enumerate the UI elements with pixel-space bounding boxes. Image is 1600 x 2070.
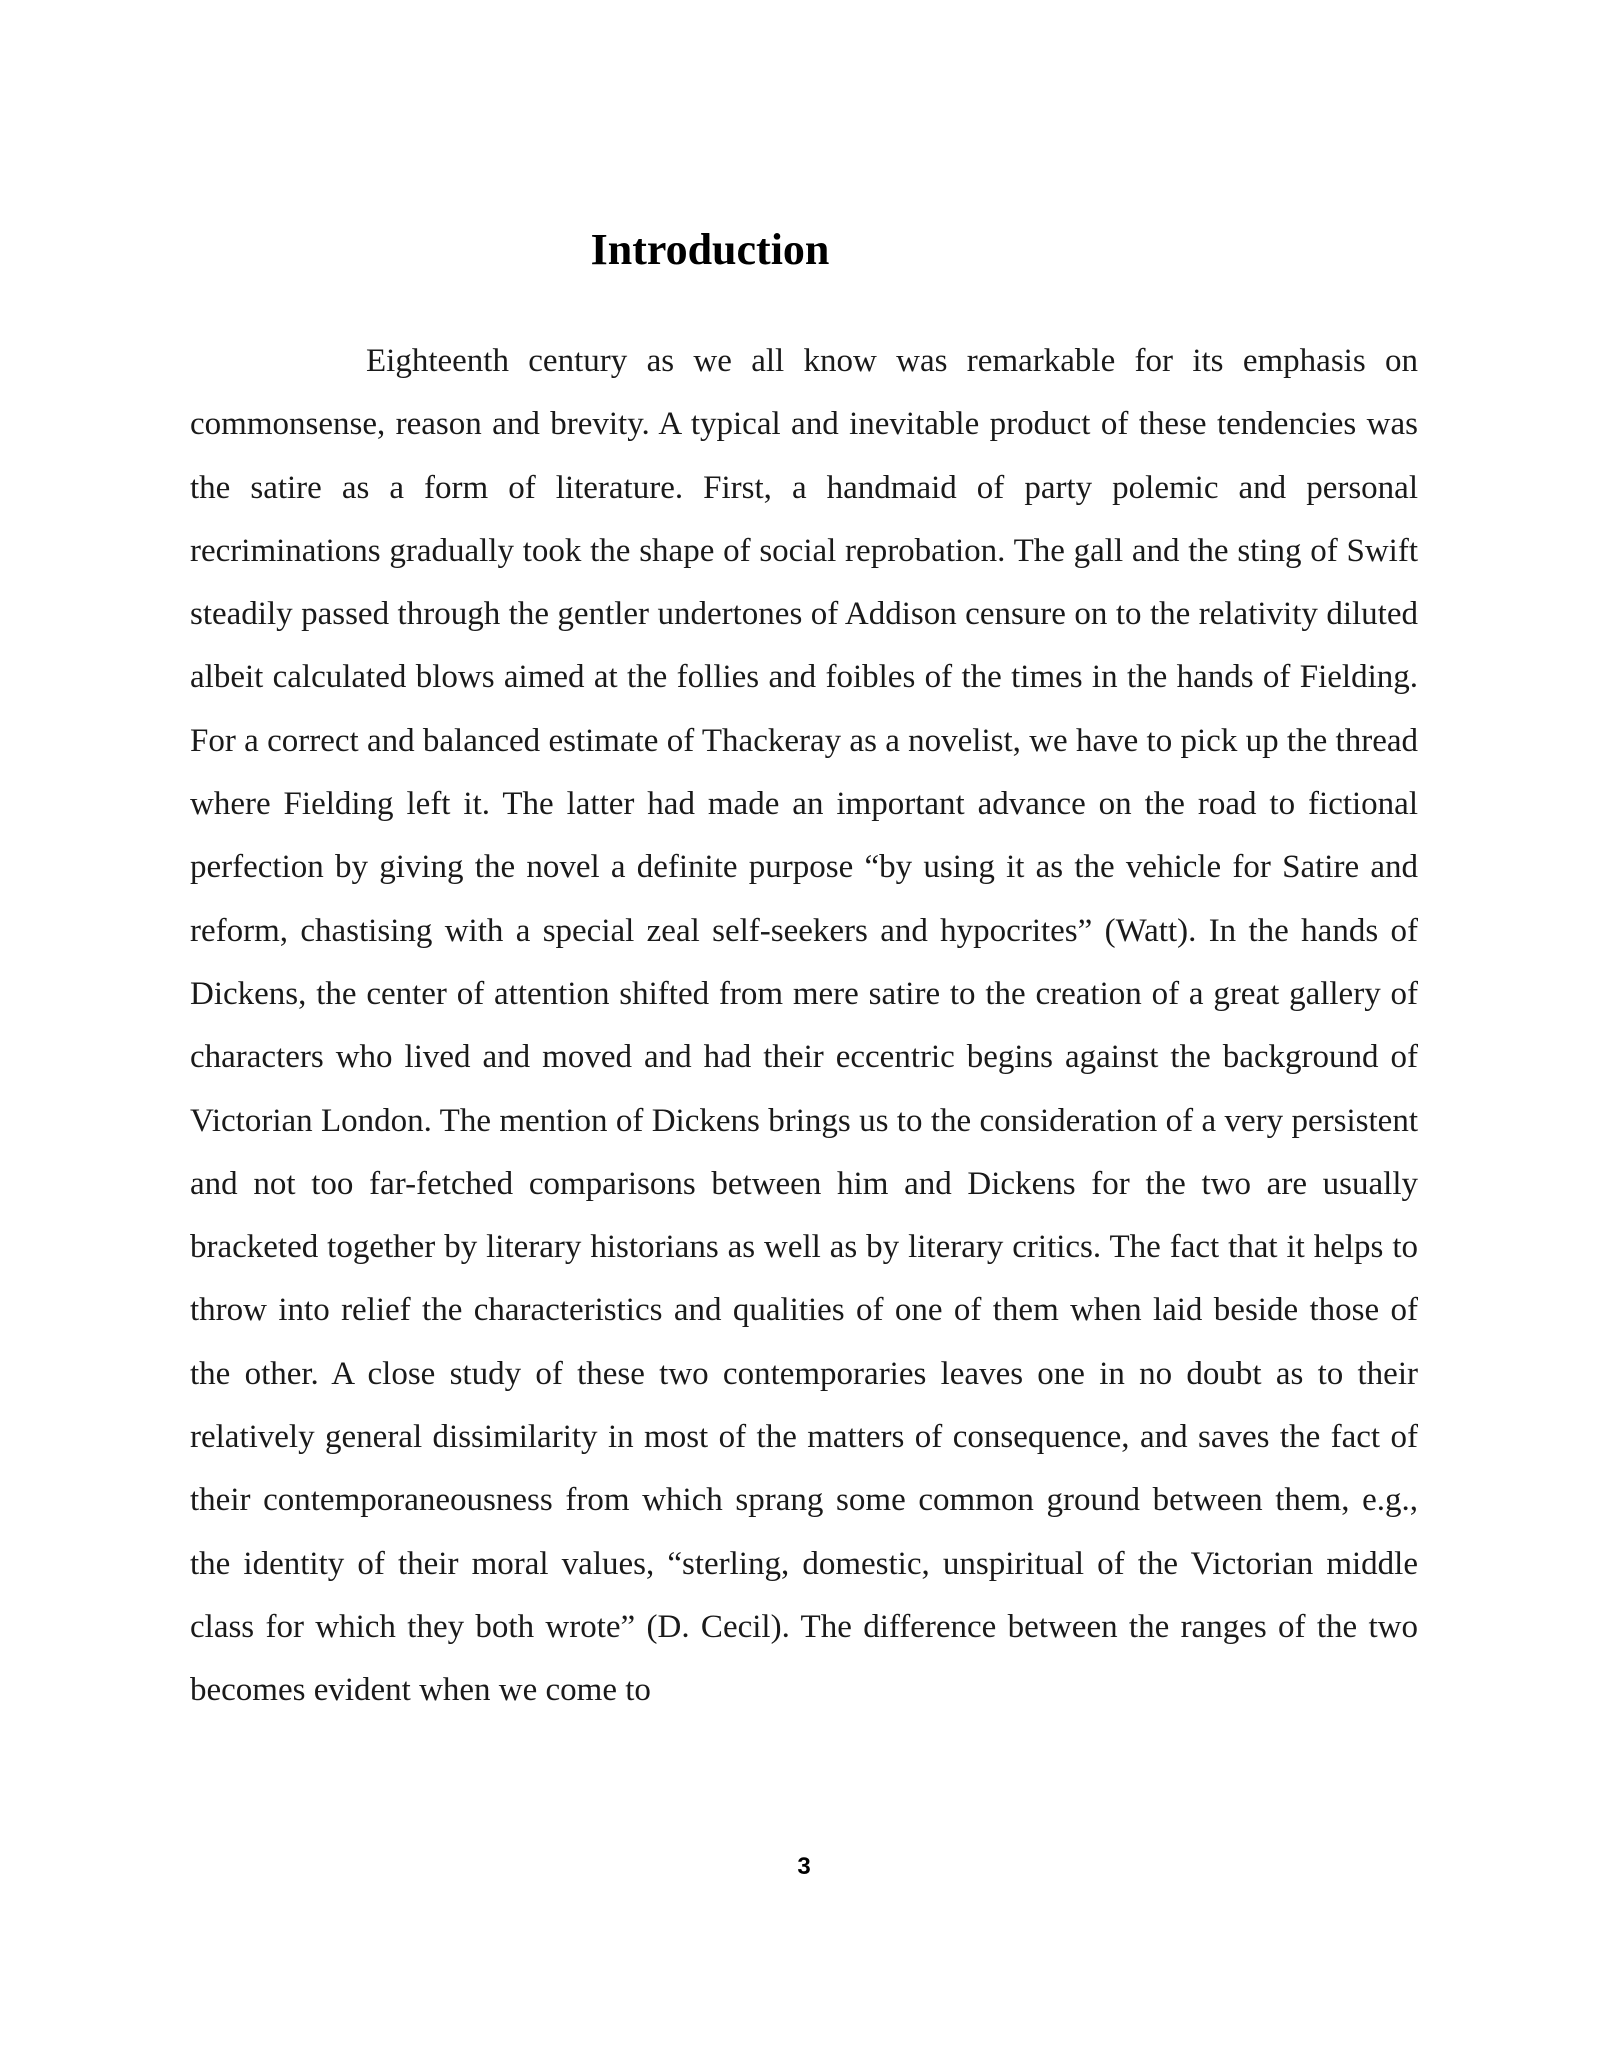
page-number: 3	[797, 1853, 811, 1880]
body-paragraph: Eighteenth century as we all know was remarkable for its emphasis on commonsense, reason and brevity. A typical and inevitable product of these tendencies was the satire as a form of literature. First, a handmaid of party polemic and personal recriminations gradually took the shape of social reprobation. The gall and the sting of Swift steadily passed through the gentler undertones of Addison censure on to the relativity diluted albeit calculated blows aimed at the follies and foibles of the times in the hands of Fielding. For a correct and balanced estimate of Thackeray as a novelist, we have to pick up the thread where Fielding left it. The latter had made an important advance on the road to fictional perfection by giving the novel a definite purpose “by using it as the vehicle for Satire and reform, chastising with a special zeal self-seekers and hypocrites” (Watt). In the hands of Dickens, the center of attention shifted from mere satire to the creation of a great gallery of characters who lived and moved and had their eccentric begins against the background of Victorian London. The mention of Dickens brings us to the consideration of a very persistent and not too far-fetched comparisons between him and Dickens for the two are usually bracketed together by literary historians as well as by literary critics. The fact that it helps to throw into relief the characteristics and qualities of one of them when laid beside those of the other. A close study of these two contemporaries leaves one in no doubt as to their relatively general dissimilarity in most of the matters of consequence, and saves the fact of their contemporaneousness from which sprang some common ground between them, e.g., the identity of their moral values, “sterling, domestic, unspiritual of the Victorian middle class for which they both wrote” (D. Cecil). The difference between the ranges of the two becomes evident when we come to	[190, 343, 1418, 1709]
page-title: Introduction	[590, 225, 830, 274]
